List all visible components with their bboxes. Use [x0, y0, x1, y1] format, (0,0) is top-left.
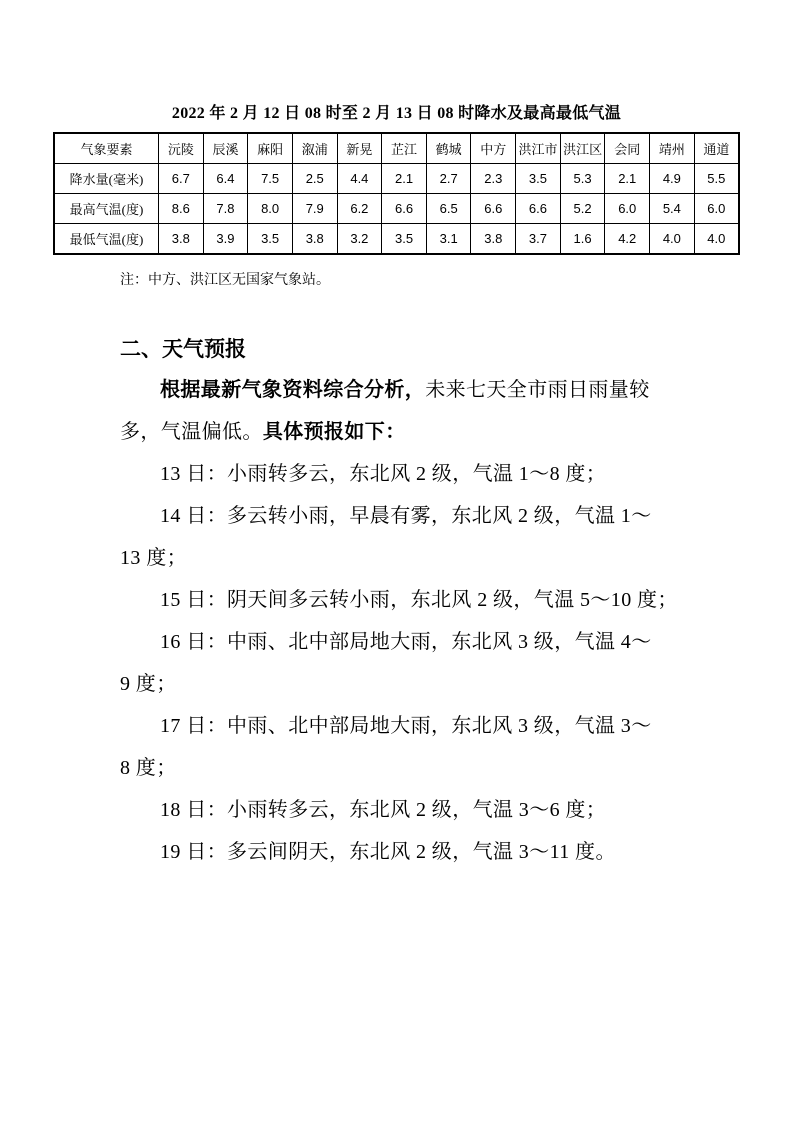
value-cell: 2.7 — [426, 164, 471, 194]
section-heading: 二、天气预报 — [120, 337, 246, 361]
forecast-line-day16: 16 日：中雨、北中部局地大雨，东北风 3 级，气温 4～ — [160, 631, 652, 653]
value-cell: 5.3 — [560, 164, 605, 194]
header-cell-station: 靖州 — [650, 133, 695, 164]
value-cell: 3.7 — [516, 224, 561, 255]
header-cell-station: 麻阳 — [248, 133, 293, 164]
value-cell: 6.7 — [159, 164, 204, 194]
table-body — [54, 164, 739, 255]
value-cell: 6.5 — [426, 194, 471, 224]
value-cell: 5.5 — [694, 164, 739, 194]
table-row — [54, 224, 739, 255]
header-cell-station: 中方 — [471, 133, 516, 164]
intro-regular-lead: 未来七天全市雨日雨量较 — [425, 379, 650, 401]
intro-line-1 — [120, 369, 678, 411]
value-cell: 2.1 — [382, 164, 427, 194]
value-cell: 5.4 — [650, 194, 695, 224]
forecast-line-day17: 17 日：中雨、北中部局地大雨，东北风 3 级，气温 3～ — [160, 715, 652, 737]
forecast-continuation-day14: 13 度； — [120, 547, 187, 569]
value-cell: 4.2 — [605, 224, 650, 255]
value-cell: 6.4 — [203, 164, 248, 194]
value-cell: 3.5 — [382, 224, 427, 255]
table-row — [54, 194, 739, 224]
value-cell: 6.6 — [471, 194, 516, 224]
header-cell-station: 通道 — [694, 133, 739, 164]
table-header-row — [54, 133, 739, 164]
forecast-continuation-day16: 9 度； — [120, 673, 177, 695]
value-cell: 4.0 — [694, 224, 739, 255]
value-cell: 3.5 — [516, 164, 561, 194]
value-cell: 3.1 — [426, 224, 471, 255]
forecast-body — [120, 369, 678, 873]
header-cell-station: 洪江市 — [516, 133, 561, 164]
value-cell: 6.0 — [694, 194, 739, 224]
header-cell-element: 气象要素 — [54, 133, 159, 164]
value-cell: 5.2 — [560, 194, 605, 224]
forecast-line-day15: 15 日：阴天间多云转小雨，东北风 2 级，气温 5～10 度； — [160, 589, 678, 611]
value-cell: 3.8 — [159, 224, 204, 255]
value-cell: 8.0 — [248, 194, 293, 224]
header-cell-station: 溆浦 — [292, 133, 337, 164]
value-cell: 6.6 — [516, 194, 561, 224]
intro-line-2 — [120, 411, 678, 453]
table-row — [54, 164, 739, 194]
header-cell-station: 辰溪 — [203, 133, 248, 164]
value-cell: 2.3 — [471, 164, 516, 194]
header-cell-station: 新晃 — [337, 133, 382, 164]
forecast-line-day19: 19 日：多云间阴天，东北风 2 级，气温 3～11 度。 — [160, 841, 616, 863]
forecast-line-day18: 18 日：小雨转多云，东北风 2 级，气温 3～6 度； — [160, 799, 607, 821]
header-cell-station: 芷江 — [382, 133, 427, 164]
value-cell: 6.6 — [382, 194, 427, 224]
forecast-line-day13: 13 日：小雨转多云，东北风 2 级，气温 1～8 度； — [160, 463, 607, 485]
value-cell: 3.8 — [471, 224, 516, 255]
row-label: 降水量(毫米) — [54, 164, 159, 194]
forecast-continuation-day17: 8 度； — [120, 757, 177, 779]
value-cell: 6.2 — [337, 194, 382, 224]
value-cell: 7.5 — [248, 164, 293, 194]
intro-bold-lead: 根据最新气象资料综合分析， — [160, 379, 426, 401]
row-label: 最低气温(度) — [54, 224, 159, 255]
value-cell: 3.2 — [337, 224, 382, 255]
table-note: 注：中方、洪江区无国家气象站。 — [120, 273, 330, 288]
table-title: 2022 年 2 月 12 日 08 时至 2 月 13 日 08 时降水及最高最低气温 — [171, 105, 622, 122]
value-cell: 7.8 — [203, 194, 248, 224]
value-cell: 4.0 — [650, 224, 695, 255]
value-cell: 4.9 — [650, 164, 695, 194]
intro-bold-tail: 具体预报如下： — [262, 421, 406, 443]
value-cell: 3.9 — [203, 224, 248, 255]
value-cell: 3.8 — [292, 224, 337, 255]
value-cell: 6.0 — [605, 194, 650, 224]
header-cell-station: 鹤城 — [426, 133, 471, 164]
value-cell: 8.6 — [159, 194, 204, 224]
value-cell: 4.4 — [337, 164, 382, 194]
header-cell-station: 会同 — [605, 133, 650, 164]
value-cell: 7.9 — [292, 194, 337, 224]
value-cell: 3.5 — [248, 224, 293, 255]
header-cell-station: 沅陵 — [159, 133, 204, 164]
value-cell: 1.6 — [560, 224, 605, 255]
header-cell-station: 洪江区 — [560, 133, 605, 164]
value-cell: 2.5 — [292, 164, 337, 194]
weather-table — [53, 132, 740, 255]
forecast-line-day14: 14 日：多云转小雨，早晨有雾，东北风 2 级，气温 1～ — [160, 505, 652, 527]
value-cell: 2.1 — [605, 164, 650, 194]
intro-regular-tail: 多，气温偏低。 — [120, 421, 263, 443]
row-label: 最高气温(度) — [54, 194, 159, 224]
